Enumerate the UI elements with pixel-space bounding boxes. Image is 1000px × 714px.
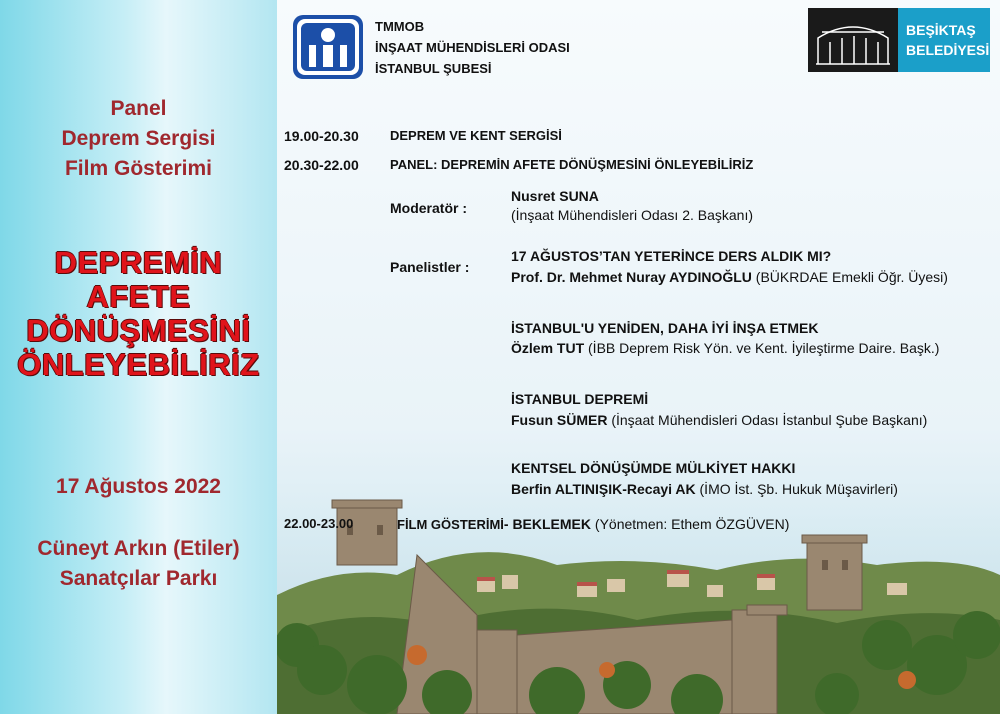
panelist-1-name: Prof. Dr. Mehmet Nuray AYDINOĞLU: [511, 269, 752, 285]
municipality-name-1: BEŞİKTAŞ: [906, 22, 976, 38]
panelist-4: [511, 481, 898, 497]
panelist-2-topic: İSTANBUL'U YENİDEN, DAHA İYİ İNŞA ETMEK: [511, 320, 819, 336]
panelist-3-topic: İSTANBUL DEPREMİ: [511, 391, 649, 407]
moderator-name: Nusret SUNA: [511, 188, 599, 204]
panelist-2-name: Özlem TUT: [511, 340, 585, 356]
event-2: PANEL: DEPREMİN AFETE DÖNÜŞMESİNİ ÖNLEYEBİLİRİZ: [390, 157, 754, 172]
panelist-4-role: (İMO İst. Şb. Hukuk Müşavirleri): [695, 481, 898, 497]
imo-logo-icon: [293, 15, 363, 79]
panelist-1-role: (BÜKRDAE Emekli Öğr. Üyesi): [751, 269, 948, 285]
municipality-name-2: BELEDİYESİ: [906, 42, 990, 58]
org-name-3: İSTANBUL ŞUBESİ: [375, 61, 492, 76]
panelist-3-name: Fusun SÜMER: [511, 412, 608, 428]
title-line-3: DÖNÜŞMESİNİ: [26, 313, 251, 348]
panelist-3: [511, 412, 927, 428]
venue-line-1: Cüneyt Arkın (Etiler): [37, 537, 240, 560]
moderator-label: Moderatör :: [390, 200, 467, 216]
palace-icon: [808, 8, 990, 72]
event-3-title: FİLM GÖSTERİMİ: [397, 517, 504, 532]
panelists-label: Panelistler :: [390, 259, 470, 275]
event-3-director: (Yönetmen: Ethem ÖZGÜVEN): [591, 516, 790, 532]
event-3: [397, 516, 789, 532]
panelist-2-role: (İBB Deprem Risk Yön. ve Kent. İyileştirme Daire. Başk.): [584, 340, 940, 356]
org-name-2: İNŞAAT MÜHENDİSLERİ ODASI: [375, 40, 570, 55]
time-slot-3: 22.00-23.00: [284, 516, 354, 531]
panelist-4-name: Berfin ALTINIŞIK-Recayi AK: [511, 481, 696, 497]
panelist-3-role: (İnşaat Mühendisleri Odası İstanbul Şube Başkanı): [607, 412, 928, 428]
panelist-4-topic: KENTSEL DÖNÜŞÜMDE MÜLKİYET HAKKI: [511, 460, 796, 476]
title-line-1: DEPREMİN: [54, 245, 223, 280]
time-slot-2: 20.30-22.00: [284, 157, 359, 173]
title-line-2: AFETE: [86, 279, 191, 314]
moderator-role: (İnşaat Mühendisleri Odası 2. Başkanı): [511, 207, 754, 223]
panelist-1-topic: 17 AĞUSTOS’TAN YETERİNCE DERS ALDIK MI?: [511, 248, 832, 264]
panelist-1: [511, 269, 948, 285]
subtitle-panel: Panel: [110, 97, 167, 120]
event-date: 17 Ağustos 2022: [56, 475, 221, 498]
org-name-1: TMMOB: [375, 19, 425, 34]
left-panel: [0, 0, 277, 714]
title-line-4: ÖNLEYEBİLİRİZ: [17, 347, 260, 382]
venue-line-2: Sanatçılar Parkı: [59, 567, 218, 590]
event-1: DEPREM VE KENT SERGİSİ: [390, 128, 562, 143]
subtitle-film: Film Gösterimi: [64, 157, 213, 180]
besiktas-logo: [808, 8, 990, 72]
time-slot-1: 19.00-20.30: [284, 128, 359, 144]
subtitle-exhibition: Deprem Sergisi: [61, 127, 216, 150]
panelist-2: [511, 340, 939, 356]
event-3-film: - BEKLEMEK: [503, 516, 592, 532]
